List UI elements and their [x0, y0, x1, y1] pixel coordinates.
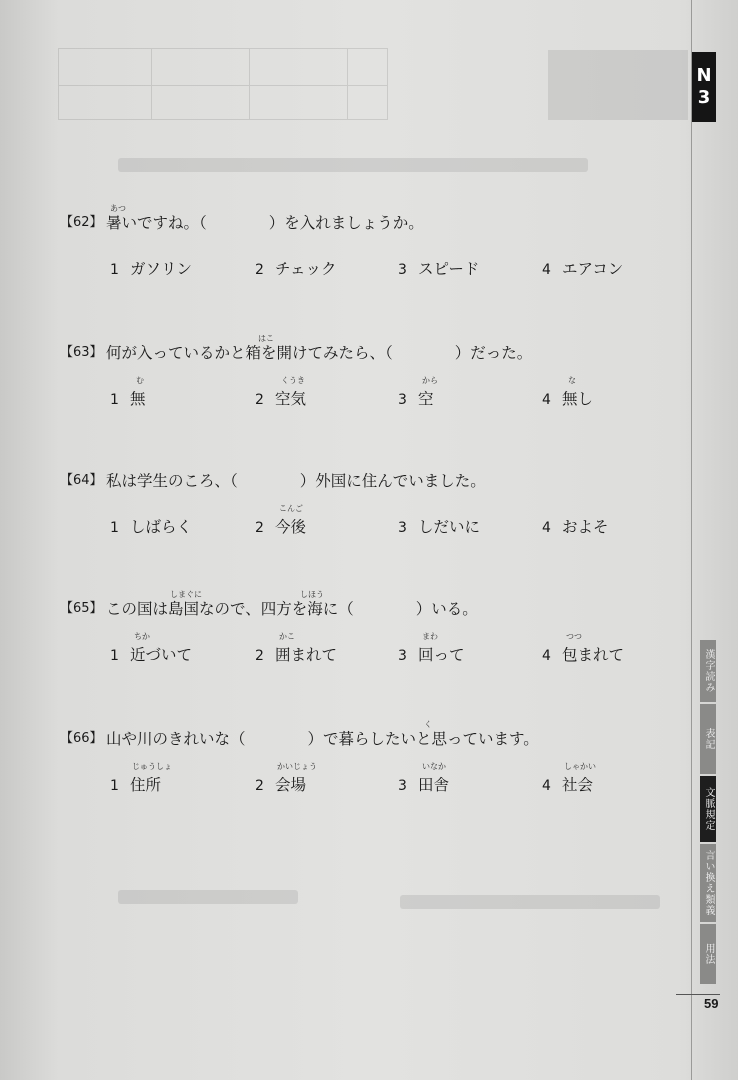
furigana: しほう	[300, 590, 324, 599]
choice-number: 2	[255, 520, 264, 536]
section-tabs	[700, 640, 716, 986]
page-number-rule	[676, 994, 720, 995]
page-number: 59	[704, 996, 719, 1011]
question-64	[60, 466, 680, 542]
choice-list	[60, 632, 680, 670]
choice-number: 4	[542, 392, 551, 408]
choice-option[interactable]	[110, 762, 172, 801]
choice-option[interactable]	[542, 632, 625, 671]
choice-text: ガソリン	[130, 260, 193, 278]
choice-list	[60, 254, 680, 284]
choice-number: 2	[255, 392, 264, 408]
choice-option[interactable]	[255, 504, 307, 543]
choice-text: しばらく	[130, 518, 193, 536]
choice-text: 社会	[562, 776, 594, 794]
furigana: じゅうしょ	[132, 762, 172, 771]
choice-number: 4	[542, 520, 551, 536]
question-text: 暑いですね。（ ）を入れましょうか。	[106, 214, 424, 232]
question-63	[60, 334, 680, 414]
choice-text: 住所	[130, 776, 162, 794]
furigana: まわ	[422, 632, 438, 641]
choice-option[interactable]	[398, 512, 480, 543]
question-text: この国は島国なので、四方を海に（ ）いる。	[106, 600, 478, 618]
choice-number: 2	[255, 648, 264, 664]
choice-number: 1	[110, 778, 119, 794]
choice-number: 4	[542, 648, 551, 664]
choice-text: しだいに	[418, 518, 481, 536]
choice-text: 回って	[418, 646, 465, 664]
furigana: つつ	[566, 632, 582, 641]
choice-option[interactable]	[398, 376, 438, 415]
furigana: かこ	[279, 632, 295, 641]
choice-text: 空	[418, 390, 434, 408]
choice-option[interactable]	[255, 762, 317, 801]
choice-option[interactable]	[110, 254, 192, 285]
choice-number: 4	[542, 262, 551, 278]
question-number: 【62】	[60, 215, 103, 230]
choice-text: チェック	[275, 260, 337, 278]
question-stem	[60, 590, 680, 624]
furigana: いなか	[422, 762, 446, 771]
choice-option[interactable]	[110, 512, 192, 543]
furigana: あつ	[110, 204, 126, 213]
choice-option[interactable]	[255, 376, 307, 415]
level-char: N	[696, 65, 712, 86]
choice-text: 囲まれて	[275, 646, 338, 664]
choice-text: 無	[130, 390, 146, 408]
choice-number: 2	[255, 262, 264, 278]
question-66	[60, 720, 680, 800]
choice-number: 3	[398, 778, 407, 794]
bleed-through-box	[548, 50, 688, 120]
choice-number: 1	[110, 520, 119, 536]
question-stem	[60, 204, 680, 238]
choice-list	[60, 376, 680, 414]
furigana: かいじょう	[277, 762, 317, 771]
choice-list	[60, 762, 680, 800]
section-tab-context: 文脈規定	[700, 776, 716, 842]
furigana: ちか	[134, 632, 150, 641]
level-char: 3	[697, 87, 711, 108]
question-number: 【66】	[60, 731, 103, 746]
choice-option[interactable]	[255, 254, 337, 285]
choice-option[interactable]	[398, 762, 450, 801]
margin-rule	[691, 0, 692, 1080]
furigana: から	[422, 376, 438, 385]
furigana: はこ	[258, 334, 274, 343]
choice-text: 会場	[275, 776, 307, 794]
furigana: しまぐに	[170, 590, 202, 599]
choice-text: 空気	[275, 390, 307, 408]
choice-option[interactable]	[110, 376, 146, 415]
furigana: く	[424, 720, 432, 729]
question-stem	[60, 720, 680, 754]
choice-text: 今後	[275, 518, 307, 536]
section-tab-paraphrase: 言い換え類義	[700, 844, 716, 922]
section-tab-notation: 表記	[700, 704, 716, 774]
choice-option[interactable]	[110, 632, 193, 671]
choice-option[interactable]	[255, 632, 338, 671]
choice-number: 4	[542, 778, 551, 794]
question-text: 何が入っているかと箱を開けてみたら、（ ）だった。	[106, 344, 533, 362]
choice-text: 包まれて	[562, 646, 625, 664]
choice-text: およそ	[562, 518, 609, 536]
choice-option[interactable]	[542, 762, 596, 801]
choice-option[interactable]	[542, 376, 594, 415]
level-tab	[692, 52, 716, 122]
choice-number: 3	[398, 520, 407, 536]
bleed-through-line	[400, 895, 660, 909]
bleed-through-line	[118, 890, 298, 904]
choice-number: 3	[398, 392, 407, 408]
question-65	[60, 590, 680, 670]
question-number: 【63】	[60, 345, 103, 360]
furigana: くうき	[281, 376, 305, 385]
choice-option[interactable]	[542, 254, 623, 285]
choice-number: 1	[110, 392, 119, 408]
choice-text: 田舎	[418, 776, 450, 794]
furigana: な	[568, 376, 576, 385]
choice-option[interactable]	[398, 632, 465, 671]
choice-number: 3	[398, 262, 407, 278]
choice-text: 近づいて	[130, 646, 193, 664]
furigana: む	[136, 376, 144, 385]
choice-text: 無し	[562, 390, 594, 408]
bleed-through-table	[58, 48, 388, 120]
choice-option[interactable]	[398, 254, 479, 285]
choice-text: スピード	[418, 260, 480, 278]
choice-number: 1	[110, 262, 119, 278]
choice-number: 1	[110, 648, 119, 664]
question-number: 【64】	[60, 473, 103, 488]
question-number: 【65】	[60, 601, 103, 616]
choice-list	[60, 504, 680, 542]
question-text: 山や川のきれいな（ ）で暮らしたいと思っています。	[106, 730, 539, 748]
question-text: 私は学生のころ、（ ）外国に住んでいました。	[106, 472, 486, 490]
section-tab-usage: 用法	[700, 924, 716, 984]
choice-number: 3	[398, 648, 407, 664]
question-stem	[60, 334, 680, 368]
furigana: しゃかい	[564, 762, 596, 771]
question-62	[60, 204, 680, 284]
choice-text: エアコン	[562, 260, 624, 278]
bleed-through-line	[118, 158, 588, 172]
choice-number: 2	[255, 778, 264, 794]
section-tab-kanji-reading: 漢字読み	[700, 640, 716, 702]
furigana: こんご	[279, 504, 303, 513]
question-stem	[60, 466, 680, 496]
choice-option[interactable]	[542, 512, 609, 543]
